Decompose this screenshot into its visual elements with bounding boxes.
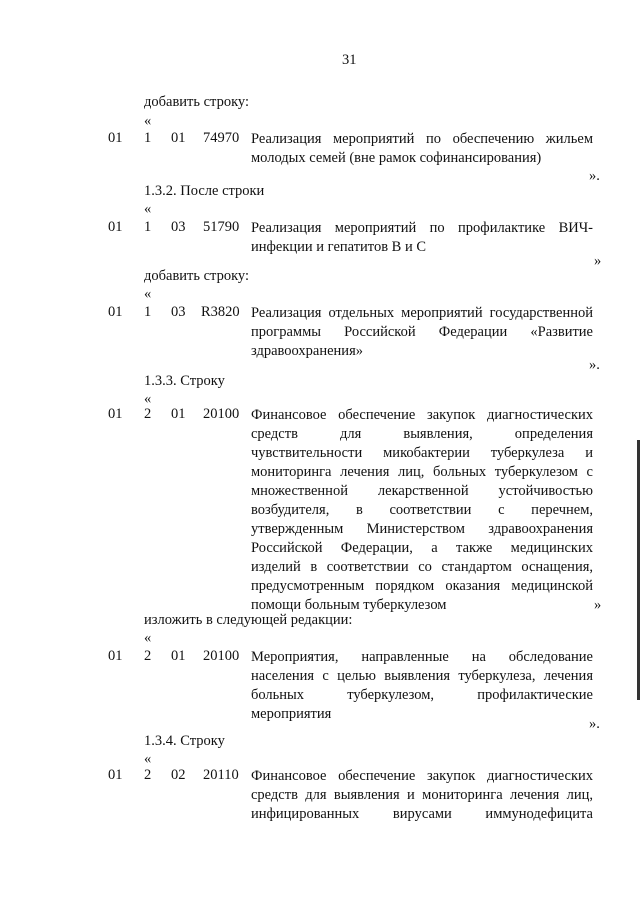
instruction-text: изложить в следующей редакции:	[144, 612, 353, 628]
row-description	[251, 219, 593, 257]
code-direction: R3820	[201, 304, 240, 320]
code-subprogram: 03	[171, 304, 186, 320]
description-line: мониторинга лечения лиц, больных туберкулезом с	[251, 464, 593, 480]
description-line: здравоохранения»	[251, 343, 363, 359]
open-quote: «	[144, 113, 152, 129]
open-quote: «	[144, 391, 152, 407]
description-line: населения с целью выявления туберкулеза, лечения	[251, 668, 593, 684]
code-subprogram: 01	[171, 130, 186, 146]
code-program: 2	[144, 767, 152, 783]
code-section: 01	[108, 219, 123, 235]
description-line: Реализация мероприятий по профилактике ВИЧ-	[251, 220, 593, 236]
description-line: помощи больным туберкулезом	[251, 597, 447, 613]
description-line: средств для выявления, определения	[251, 426, 593, 442]
code-program: 2	[144, 648, 152, 664]
description-line: возбудителя, в соответствии с перечнем,	[251, 502, 593, 518]
open-quote: «	[144, 286, 152, 302]
close-quote: ».	[589, 716, 600, 732]
description-line: чувствительности микобактерии туберкулеза и	[251, 445, 593, 461]
description-line: инфицированных вирусами иммунодефицита	[251, 806, 593, 822]
code-program: 1	[144, 130, 152, 146]
description-line: программы Российской Федерации «Развитие	[251, 324, 593, 340]
code-subprogram: 01	[171, 406, 186, 422]
instruction-text: 1.3.3. Строку	[144, 373, 225, 389]
code-section: 01	[108, 648, 123, 664]
open-quote: «	[144, 630, 152, 646]
instruction-text: 1.3.2. После строки	[144, 183, 265, 199]
row-description	[251, 648, 593, 724]
code-subprogram: 02	[171, 767, 186, 783]
description-line: больных туберкулезом, профилактические	[251, 687, 593, 703]
close-quote: ».	[589, 357, 600, 373]
instruction-text: 1.3.4. Строку	[144, 733, 225, 749]
description-line: Финансовое обеспечение закупок диагностических	[251, 768, 593, 784]
row-description	[251, 406, 593, 615]
close-quote: »	[594, 253, 602, 269]
row-description	[251, 304, 593, 361]
code-direction: 20110	[203, 767, 239, 783]
description-line: Реализация мероприятий по обеспечению жильем	[251, 131, 593, 147]
code-program: 1	[144, 304, 152, 320]
code-program: 1	[144, 219, 152, 235]
code-direction: 74970	[203, 130, 240, 146]
description-line: Мероприятия, направленные на обследование	[251, 649, 593, 665]
description-line: предусмотренным порядком оказания медицинской	[251, 578, 593, 594]
page-number: 31	[342, 52, 357, 68]
code-section: 01	[108, 304, 123, 320]
description-line: Реализация отдельных мероприятий государственной	[251, 305, 593, 321]
code-direction: 51790	[203, 219, 240, 235]
code-subprogram: 01	[171, 648, 186, 664]
instruction-text: добавить строку:	[144, 94, 249, 110]
row-description	[251, 130, 593, 168]
description-line: множественной лекарственной устойчивостью	[251, 483, 593, 499]
description-line: мероприятия	[251, 706, 332, 722]
open-quote: «	[144, 751, 152, 767]
description-line: утвержденным Министерством здравоохранения	[251, 521, 593, 537]
close-quote: »	[594, 597, 602, 613]
code-direction: 20100	[203, 648, 240, 664]
code-program: 2	[144, 406, 152, 422]
description-line: Финансовое обеспечение закупок диагностических	[251, 407, 593, 423]
description-line: изделий в соответствии со стандартом оснащения,	[251, 559, 593, 575]
code-subprogram: 03	[171, 219, 186, 235]
close-quote: ».	[589, 168, 600, 184]
open-quote: «	[144, 201, 152, 217]
instruction-text: добавить строку:	[144, 268, 249, 284]
description-line: инфекции и гепатитов В и С	[251, 239, 427, 255]
description-line: средств для выявления и мониторинга лечения лиц,	[251, 787, 593, 803]
code-section: 01	[108, 406, 123, 422]
description-line: Российской Федерации, а также медицинских	[251, 540, 593, 556]
description-line: молодых семей (вне рамок софинансирования)	[251, 150, 542, 166]
code-direction: 20100	[203, 406, 240, 422]
code-section: 01	[108, 767, 123, 783]
code-section: 01	[108, 130, 123, 146]
row-description	[251, 767, 593, 824]
